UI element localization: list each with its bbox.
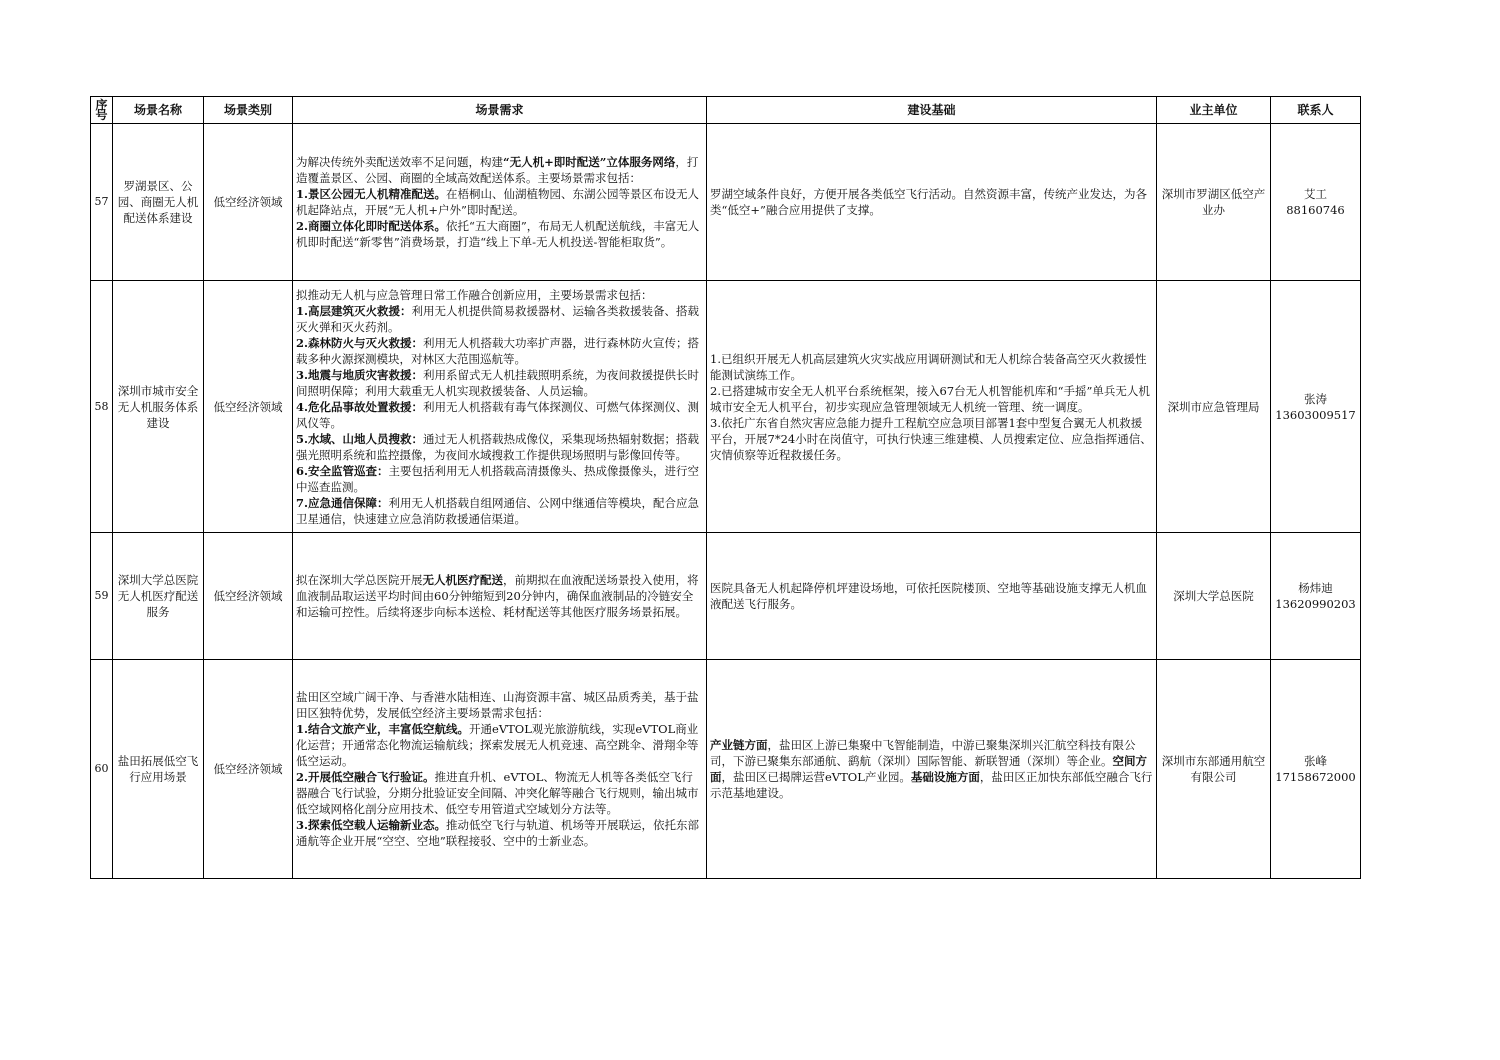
demand-intro-bold: 无人机医疗配送 (422, 573, 503, 587)
scene-demand (293, 281, 707, 533)
row-number: 58 (91, 281, 113, 533)
demand-intro (296, 154, 703, 186)
owner-unit: 深圳市罗湖区低空产业办 (1157, 124, 1271, 281)
scene-name: 罗湖景区、公园、商圈无人机配送体系建设 (113, 124, 204, 281)
contact-person (1271, 660, 1361, 879)
demand-item-text: 推动低空飞行与轨道、机场等开展联运，依托东部通航等企业开展“空空、空地”联程接驳、空中的士新业态。 (296, 818, 700, 848)
scene-name: 深圳市城市安全无人机服务体系建设 (113, 281, 204, 533)
header-contact: 联系人 (1271, 97, 1361, 124)
scenario-table (90, 96, 1361, 879)
demand-item-title: 2.开展低空融合飞行验证。 (296, 770, 435, 784)
scene-category: 低空经济领域 (204, 533, 293, 660)
demand-item-text: 通过无人机搭载热成像仪，采集现场热辐射数据；搭载强光照明系统和监控摄像，为夜间水域搜救工作提供现场照明与影像回传等。 (296, 431, 700, 462)
demand-item (296, 399, 703, 431)
demand-item-text: 依托“五大商圈”，布局无人机配送航线，丰富无人机即时配送“新零售”消费场景，打造“线上下单-无人机投送-智能柜取货”。 (296, 219, 700, 249)
scene-category: 低空经济领域 (204, 281, 293, 533)
demand-item-title: 3.地震与地质灾害救援： (296, 367, 424, 382)
owner-unit: 深圳大学总医院 (1157, 533, 1271, 660)
header-basis: 建设基础 (707, 97, 1157, 124)
scene-demand (293, 124, 707, 281)
contact-person (1271, 124, 1361, 281)
table-row (91, 124, 1361, 281)
basis-item-title: 产业链方面 (710, 738, 768, 752)
demand-item (296, 817, 703, 849)
basis-item-text: ，盐田区正加快东部低空融合飞行示范基地建设。 (710, 770, 1153, 800)
demand-item-text: 利用系留式无人机挂载照明系统，为夜间救援提供长时间照明保障；利用大载重无人机实现救援装备、人员运输。 (296, 367, 700, 398)
demand-item-title: 4.危化品事故处置救援： (296, 399, 424, 414)
demand-item-text: 开通eVTOL观光旅游航线，实现eVTOL商业化运营；开通常态化物流运输航线；探索发展无人机竞速、高空跳伞、滑翔伞等低空运动。 (296, 722, 699, 768)
contact-phone: 13603009517 (1275, 407, 1356, 422)
header-no: 序号 (91, 97, 113, 124)
demand-item (296, 431, 703, 463)
header-name: 场景名称 (113, 97, 204, 124)
basis-item-text: 罗湖空域条件良好，方便开展各类低空飞行活动。自然资源丰富，传统产业发达，为各类“低空+”融合应用提供了支撑。 (710, 187, 1147, 217)
contact-name: 杨炜迪 (1298, 581, 1333, 595)
row-number: 57 (91, 124, 113, 281)
contact-name: 张涛 (1304, 391, 1327, 406)
scene-demand (293, 660, 707, 879)
contact-name: 艾工 (1304, 187, 1327, 201)
header-owner: 业主单位 (1157, 97, 1271, 124)
demand-item-title: 2.森林防火与灭火救援： (296, 335, 424, 350)
contact-phone: 88160746 (1286, 203, 1345, 217)
demand-item (296, 303, 703, 335)
demand-item (296, 769, 703, 817)
demand-intro-text: ，打造覆盖景区、公园、商圈的全域高效配送体系。主要场景需求包括： (296, 155, 699, 185)
basis-item: 2.已搭建城市安全无人机平台系统框架，接入67台无人机智能机库和“手摇”单兵无人机城市安全无人机平台，初步实现应急管理领域无人机统一管理、统一调度。 (710, 383, 1150, 414)
scene-name: 盐田拓展低空飞行应用场景 (113, 660, 204, 879)
basis-item-text: ，盐田区上游已集聚中飞智能制造，中游已聚集深圳兴汇航空科技有限公司，下游已聚集东部通航、鹞航（深圳）国际智能、新联智通（深圳）等企业。 (710, 738, 1136, 768)
demand-item-title: 7.应急通信保障： (296, 495, 389, 510)
demand-item (296, 463, 703, 495)
demand-intro-bold: “无人机+即时配送”立体服务网络 (503, 155, 676, 169)
demand-item-title: 3.探索低空载人运输新业态。 (296, 818, 447, 832)
demand-item-text: 在梧桐山、仙湖植物园、东湖公园等景区布设无人机起降站点，开展“无人机+户外”即时配送。 (296, 187, 700, 217)
basis-item (710, 186, 1153, 218)
contact-name: 张峰 (1304, 754, 1327, 768)
row-number: 60 (91, 660, 113, 879)
demand-item-text: 主要包括利用无人机搭载高清摄像头、热成像摄像头，进行空中巡查监测。 (296, 463, 700, 494)
scene-category: 低空经济领域 (204, 124, 293, 281)
demand-item-title: 6.安全监管巡查： (296, 463, 389, 478)
demand-item (296, 721, 703, 769)
construction-basis (707, 124, 1157, 281)
demand-item-text: 利用无人机搭载有毒气体探测仪、可燃气体探测仪、测风仪等。 (296, 399, 700, 430)
demand-intro-text: 为解决传统外卖配送效率不足问题，构建 (296, 155, 503, 169)
table-row (91, 660, 1361, 879)
owner-unit: 深圳市应急管理局 (1157, 281, 1271, 533)
demand-item-text: 利用无人机搭载大功率扩声器，进行森林防火宣传；搭载多种火源探测模块，对林区大范围巡航等。 (296, 335, 700, 366)
header-demand: 场景需求 (293, 97, 707, 124)
demand-intro-text: ，前期拟在血液配送场景投入使用，将血液制品取运送平均时间由60分钟缩短到20分钟内，确保血液制品的冷链安全和运输可控性。后续将逐步向标本送检、耗材配送等其他医疗服务场景拓展。 (296, 573, 699, 619)
basis-item-title: 基础设施方面 (910, 770, 980, 784)
basis-item-title: 空间方面 (710, 754, 1147, 784)
contact-person (1271, 281, 1361, 533)
demand-item-text: 利用无人机搭载自组网通信、公网中继通信等模块，配合应急卫星通信，快速建立应急消防救援通信渠道。 (296, 495, 700, 526)
demand-item-text: 利用无人机提供简易救援器材、运输各类救援装备、搭载灭火弹和灭火药剂。 (296, 303, 700, 334)
basis-item (710, 738, 1152, 800)
scene-name: 深圳大学总医院无人机医疗配送服务 (113, 533, 204, 660)
demand-item-title: 2.商圈立体化即时配送体系。 (296, 219, 447, 233)
demand-intro (296, 572, 703, 620)
owner-unit: 深圳市东部通用航空有限公司 (1157, 660, 1271, 879)
table-row (91, 281, 1361, 533)
table-row (91, 533, 1361, 660)
demand-item-title: 5.水域、山地人员搜救： (296, 431, 424, 446)
basis-item-text: ，盐田区已揭牌运营eVTOL产业园。 (721, 770, 911, 784)
contact-person (1271, 533, 1361, 660)
demand-item (296, 335, 703, 367)
row-number: 59 (91, 533, 113, 660)
basis-item: 3.依托广东省自然灾害应急能力提升工程航空应急项目部署1套中型复合翼无人机救援平台，开展7*24小时在岗值守，可执行快速三维建模、人员搜索定位、应急指挥通信、灾情侦察等近程救援任务。 (710, 415, 1152, 462)
demand-intro: 盐田区空域广阔干净、与香港水陆相连、山海资源丰富、城区品质秀美，基于盐田区独特优势，发展低空经济主要场景需求包括： (296, 690, 699, 720)
demand-item (296, 218, 703, 250)
demand-item-title: 1.结合文旅产业，丰富低空航线。 (296, 722, 470, 736)
scene-demand (293, 533, 707, 660)
construction-basis (707, 533, 1157, 660)
basis-item: 1.已组织开展无人机高层建筑火灾实战应用调研测试和无人机综合装备高空灭火救援性能测试演练工作。 (710, 351, 1147, 382)
demand-item (296, 367, 703, 399)
construction-basis (707, 281, 1157, 533)
construction-basis (707, 660, 1157, 879)
demand-item-text: 推进直升机、eVTOL、物流无人机等各类低空飞行器融合飞行试验，分期分批验证安全间隔、冲突化解等融合飞行规则，输出城市低空域网格化剖分应用技术、低空专用管道式空域划分方法等。 (296, 770, 699, 816)
contact-phone: 13620990203 (1275, 597, 1356, 611)
header-row (91, 97, 1361, 124)
scene-category: 低空经济领域 (204, 660, 293, 879)
basis-item: 医院具备无人机起降停机坪建设场地，可依托医院楼顶、空地等基础设施支撑无人机血液配送飞行服务。 (710, 581, 1147, 611)
contact-phone: 17158672000 (1275, 770, 1356, 784)
demand-item (296, 186, 703, 218)
demand-intro: 拟推动无人机与应急管理日常工作融合创新应用，主要场景需求包括： (296, 287, 653, 302)
demand-item-title: 1.景区公园无人机精准配送。 (296, 187, 447, 201)
demand-item-title: 1.高层建筑灭火救援： (296, 303, 412, 318)
header-category: 场景类别 (204, 97, 293, 124)
demand-intro-text: 拟在深圳大学总医院开展 (296, 573, 423, 587)
demand-item (296, 495, 703, 527)
